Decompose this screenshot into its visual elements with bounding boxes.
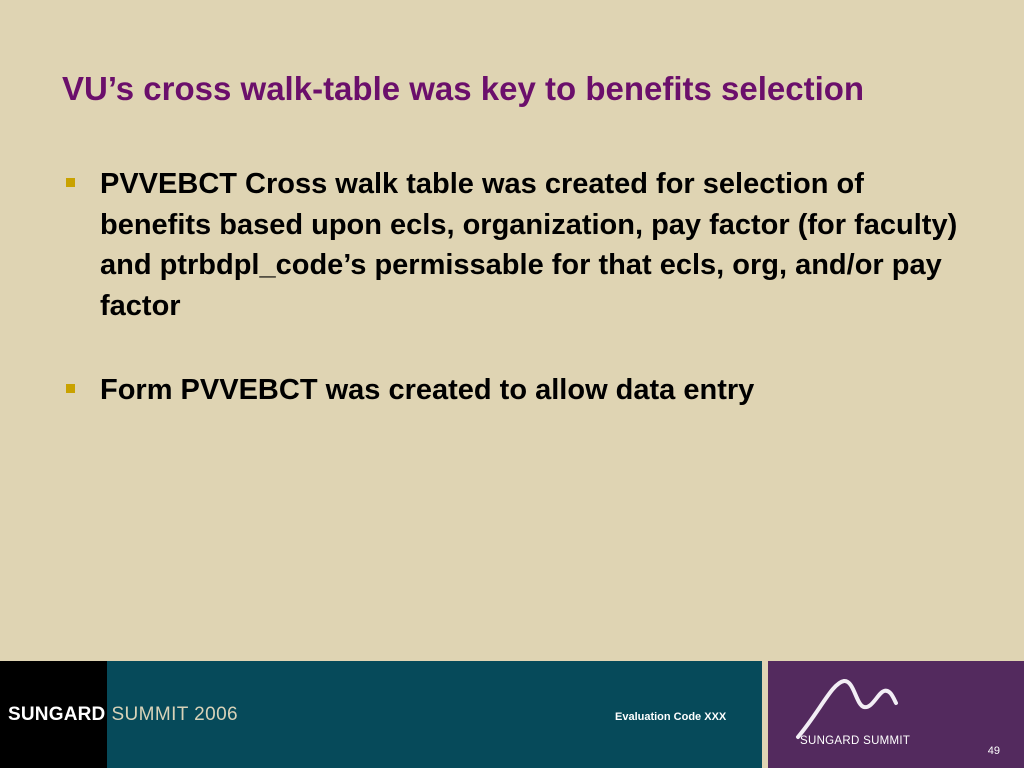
bullet-item: [62, 370, 972, 411]
bullet-list: [62, 164, 972, 455]
bullet-text: Form PVVEBCT was created to allow data entry: [100, 374, 755, 406]
page-number: 49: [987, 745, 1000, 757]
brand-event: SUMMIT 2006: [111, 704, 239, 725]
footer-banner: [0, 661, 1024, 768]
bullet-item: [62, 164, 972, 326]
summit-wordmark: SUNGARD SUMMIT: [800, 735, 911, 747]
slide-title: VU’s cross walk-table was key to benefits selection: [62, 70, 865, 107]
evaluation-code: Evaluation Code XXX: [615, 711, 727, 723]
square-bullet-icon: [66, 178, 75, 187]
brand-name: SUNGARD: [8, 704, 106, 725]
bullet-text: PVVEBCT Cross walk table was created for selection of benefits based upon ecls, organization, pay factor (for faculty) and ptrbdpl_code’s permissable for that ecls, org, and/or pay factor: [100, 168, 958, 322]
sungard-summit-logo: [8, 703, 238, 727]
footer-purple-panel: [768, 661, 1024, 768]
square-bullet-icon: [66, 384, 75, 393]
summit-swoosh-icon: [792, 671, 912, 741]
